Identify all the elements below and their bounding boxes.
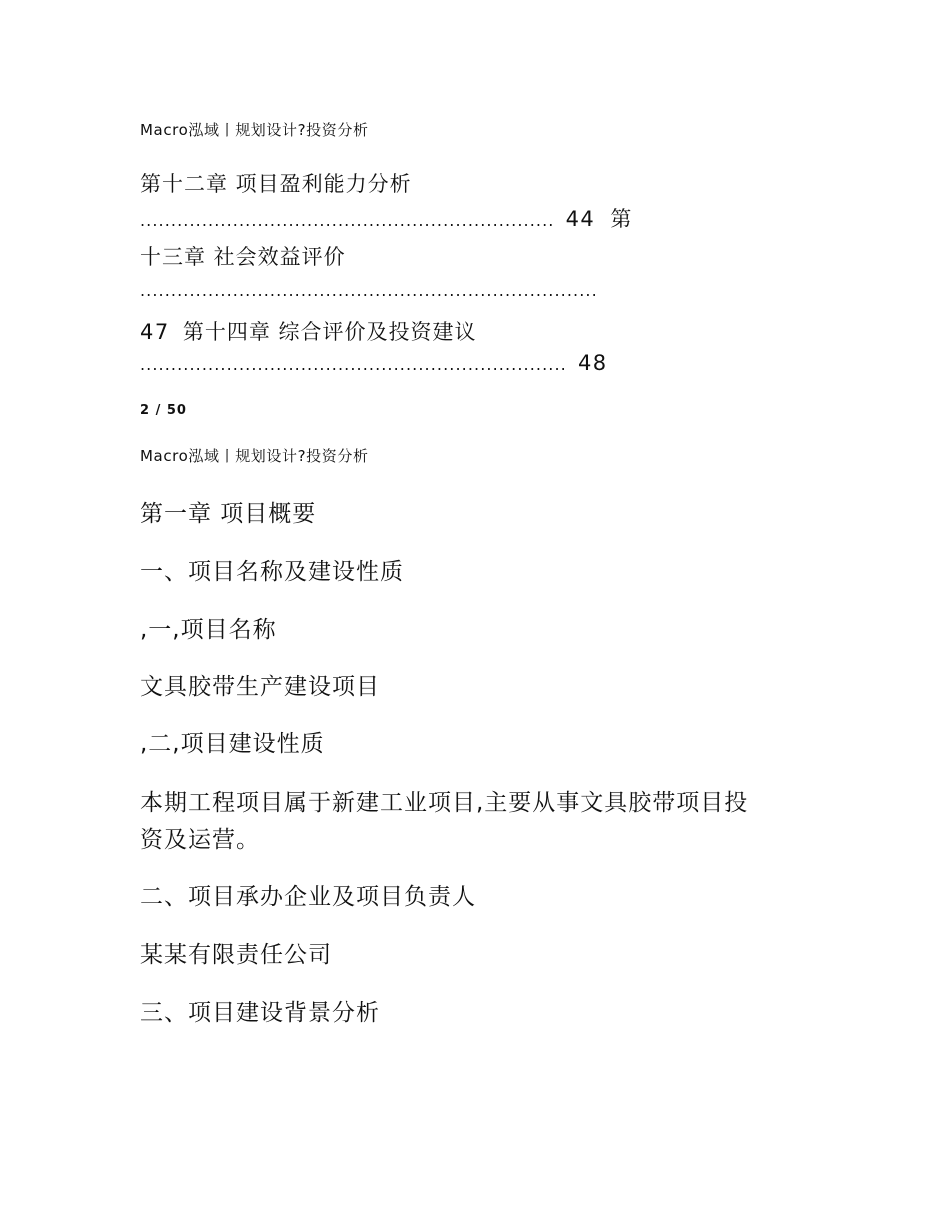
subsection-heading: ,二,项目建设性质 xyxy=(140,731,325,757)
toc-entry-chapter-12-title: 第十二章 项目盈利能力分析 xyxy=(140,172,412,196)
toc-dot-leader: ................................................................... xyxy=(140,211,555,230)
toc-page-number: 47 xyxy=(140,320,170,344)
toc-entry-chapter-13-leader: .......................................................................... xyxy=(140,281,598,300)
toc-page-number: 48 xyxy=(577,351,608,375)
paragraph-line: 资及运营。 xyxy=(140,827,260,853)
toc-dot-leader: ..................................................................... xyxy=(140,355,567,374)
section-heading: 三、项目建设背景分析 xyxy=(140,1000,380,1026)
running-header: Macro泓域丨规划设计?投资分析 xyxy=(140,447,369,465)
toc-page-number: 44 xyxy=(565,207,596,231)
subsection-heading: ,一,项目名称 xyxy=(140,617,277,643)
toc-entry-chapter-13-prefix: 第 xyxy=(610,207,633,231)
toc-entry-chapter-14 xyxy=(140,316,477,346)
toc-entry-chapter-12-leader xyxy=(140,203,632,233)
section-heading: 二、项目承办企业及项目负责人 xyxy=(140,884,476,910)
running-header: Macro泓域丨规划设计?投资分析 xyxy=(140,121,369,139)
chapter-title: 第一章 项目概要 xyxy=(140,501,317,527)
section-heading: 一、项目名称及建设性质 xyxy=(140,559,404,585)
toc-entry-chapter-14-leader xyxy=(140,351,608,375)
paragraph: 文具胶带生产建设项目 xyxy=(140,674,380,700)
toc-entry-chapter-13-title: 十三章 社会效益评价 xyxy=(140,245,346,269)
paragraph-line: 本期工程项目属于新建工业项目,主要从事文具胶带项目投 xyxy=(140,790,749,816)
toc-entry-chapter-14-title: 第十四章 综合评价及投资建议 xyxy=(182,320,477,344)
page-number: 2 / 50 xyxy=(140,403,187,418)
paragraph: 某某有限责任公司 xyxy=(140,942,332,968)
